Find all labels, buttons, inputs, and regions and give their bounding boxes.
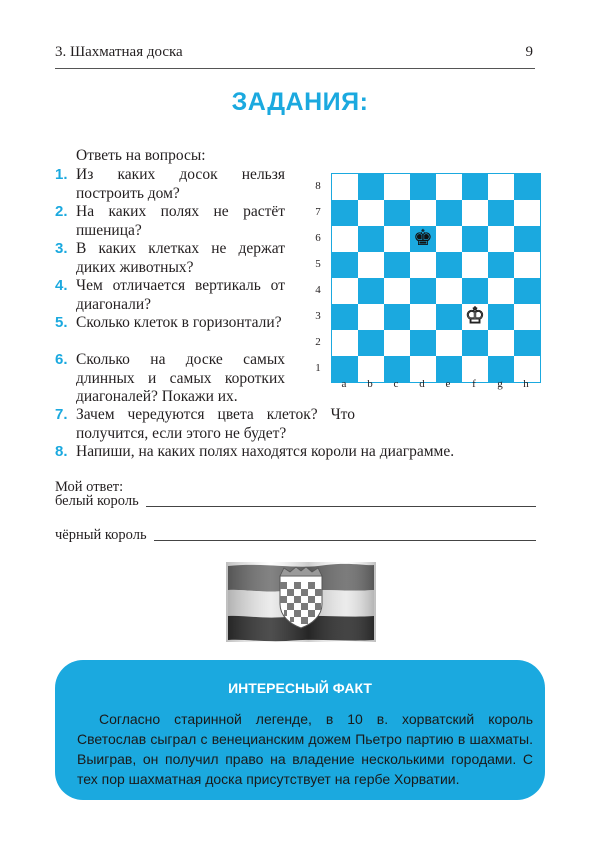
board-square-f3 [462,304,488,330]
board-square-h2 [514,330,540,356]
board-square-c2 [384,330,410,356]
white-king-icon: ♔ [465,304,485,329]
board-square-b6 [358,226,384,252]
board-square-a4 [332,278,358,304]
white-king-answer-field[interactable] [146,506,536,507]
black-king-icon: ♚ [413,226,433,251]
board-square-g7 [488,200,514,226]
file-label: c [393,378,399,390]
question-text: Сколько на доске самых длинных и самых коротких диагоналей? Покажи их. [76,351,285,405]
board-square-d5 [410,252,436,278]
file-label: d [419,378,425,390]
question-text: Чем отличается вертикаль от диагонали? [76,277,285,313]
question-item [55,351,285,407]
file-label: b [367,378,373,390]
board-square-g3 [488,304,514,330]
board-square-h5 [514,252,540,278]
black-king-answer-field[interactable] [154,540,536,541]
board-square-a7 [332,200,358,226]
white-king-answer [55,493,139,510]
question-text: Сколько клеток в горизонтали? [76,314,282,331]
coat-of-arms-icon [280,567,322,628]
question-number: 7. [55,406,68,423]
question-text: Из каких досок нельзя построить дом? [76,166,285,202]
board-square-h7 [514,200,540,226]
board-square-d3 [410,304,436,330]
board-square-g4 [488,278,514,304]
question-item [55,443,525,462]
board-square-g5 [488,252,514,278]
board-square-e3 [436,304,462,330]
file-label: a [341,378,347,390]
rank-label: 6 [315,232,321,244]
board-square-d2 [410,330,436,356]
board-square-e7 [436,200,462,226]
rank-label: 1 [315,362,321,374]
page-number: 9 [525,44,533,60]
question-number: 1. [55,166,68,183]
white-king-label: белый король [55,493,139,509]
board-square-b4 [358,278,384,304]
board-square-c6 [384,226,410,252]
board-square-a5 [332,252,358,278]
section-title: ЗАДАНИЯ: [231,88,369,116]
question-number: 3. [55,240,68,257]
file-label: h [523,378,529,390]
board-square-c3 [384,304,410,330]
board-square-h3 [514,304,540,330]
board-square-h4 [514,278,540,304]
rank-label: 5 [315,258,321,270]
board-square-d7 [410,200,436,226]
board-square-e6 [436,226,462,252]
question-text: На каких полях не растёт пшеница? [76,203,285,239]
question-number: 2. [55,203,68,220]
question-item [55,240,285,277]
question-item [55,203,285,240]
board-square-c5 [384,252,410,278]
questions-intro: Ответь на вопросы: [76,147,206,164]
rank-label: 4 [315,284,321,296]
board-square-f7 [462,200,488,226]
question-item [55,314,285,333]
interesting-fact-box [55,660,545,800]
board-square-b5 [358,252,384,278]
black-king-answer [55,527,147,544]
black-king-label: чёрный король [55,527,147,543]
file-label: e [445,378,451,390]
fact-text [77,709,533,789]
rank-label: 2 [315,336,321,348]
fact-body: Согласно старинной легенде, в 10 в. хорватский король Светослав сыграл с венецианским дожем Пьетро партию в шахматы. Выиграв, он получил право на владение несколькими городами. С тех пор шахматная доска присутствует на гербе Хорватии. [77,711,533,787]
question-item [55,166,285,203]
chess-board [331,173,541,383]
board-square-b3 [358,304,384,330]
chapter-title: 3. Шахматная доска [55,44,183,60]
file-label: g [497,378,503,390]
rank-label: 8 [315,180,321,192]
board-square-e8 [436,174,462,200]
board-square-c7 [384,200,410,226]
board-square-d6 [410,226,436,252]
question-text: Напиши, на каких полях находятся короли на диаграмме. [76,443,455,460]
board-square-b7 [358,200,384,226]
board-square-g8 [488,174,514,200]
board-square-f5 [462,252,488,278]
board-square-a2 [332,330,358,356]
board-square-d4 [410,278,436,304]
board-square-b8 [358,174,384,200]
question-number: 5. [55,314,68,331]
answer-label: Мой ответ: [55,479,124,495]
board-square-a8 [332,174,358,200]
board-square-h8 [514,174,540,200]
board-square-h6 [514,226,540,252]
question-number: 4. [55,277,68,294]
question-item [55,406,355,443]
board-square-a3 [332,304,358,330]
board-square-d8 [410,174,436,200]
board-square-e4 [436,278,462,304]
board-square-c4 [384,278,410,304]
rank-label: 3 [315,310,321,322]
fact-title: ИНТЕРЕСНЫЙ ФАКТ [228,680,372,696]
page-header [55,44,535,69]
question-number: 6. [55,351,68,368]
board-square-e5 [436,252,462,278]
question-item [55,277,285,314]
board-square-g2 [488,330,514,356]
board-square-e2 [436,330,462,356]
board-square-f2 [462,330,488,356]
board-square-f6 [462,226,488,252]
board-square-a6 [332,226,358,252]
board-square-g6 [488,226,514,252]
question-number: 8. [55,443,68,460]
rank-label: 7 [315,206,321,218]
croatia-flag-image [226,562,376,642]
board-square-f4 [462,278,488,304]
file-label: f [472,378,476,390]
board-square-b2 [358,330,384,356]
board-square-f8 [462,174,488,200]
question-text: В каких клетках не держат диких животных? [76,240,285,276]
question-text: Зачем чередуются цвета клеток? Что получится, если этого не будет? [76,406,355,442]
board-square-c8 [384,174,410,200]
